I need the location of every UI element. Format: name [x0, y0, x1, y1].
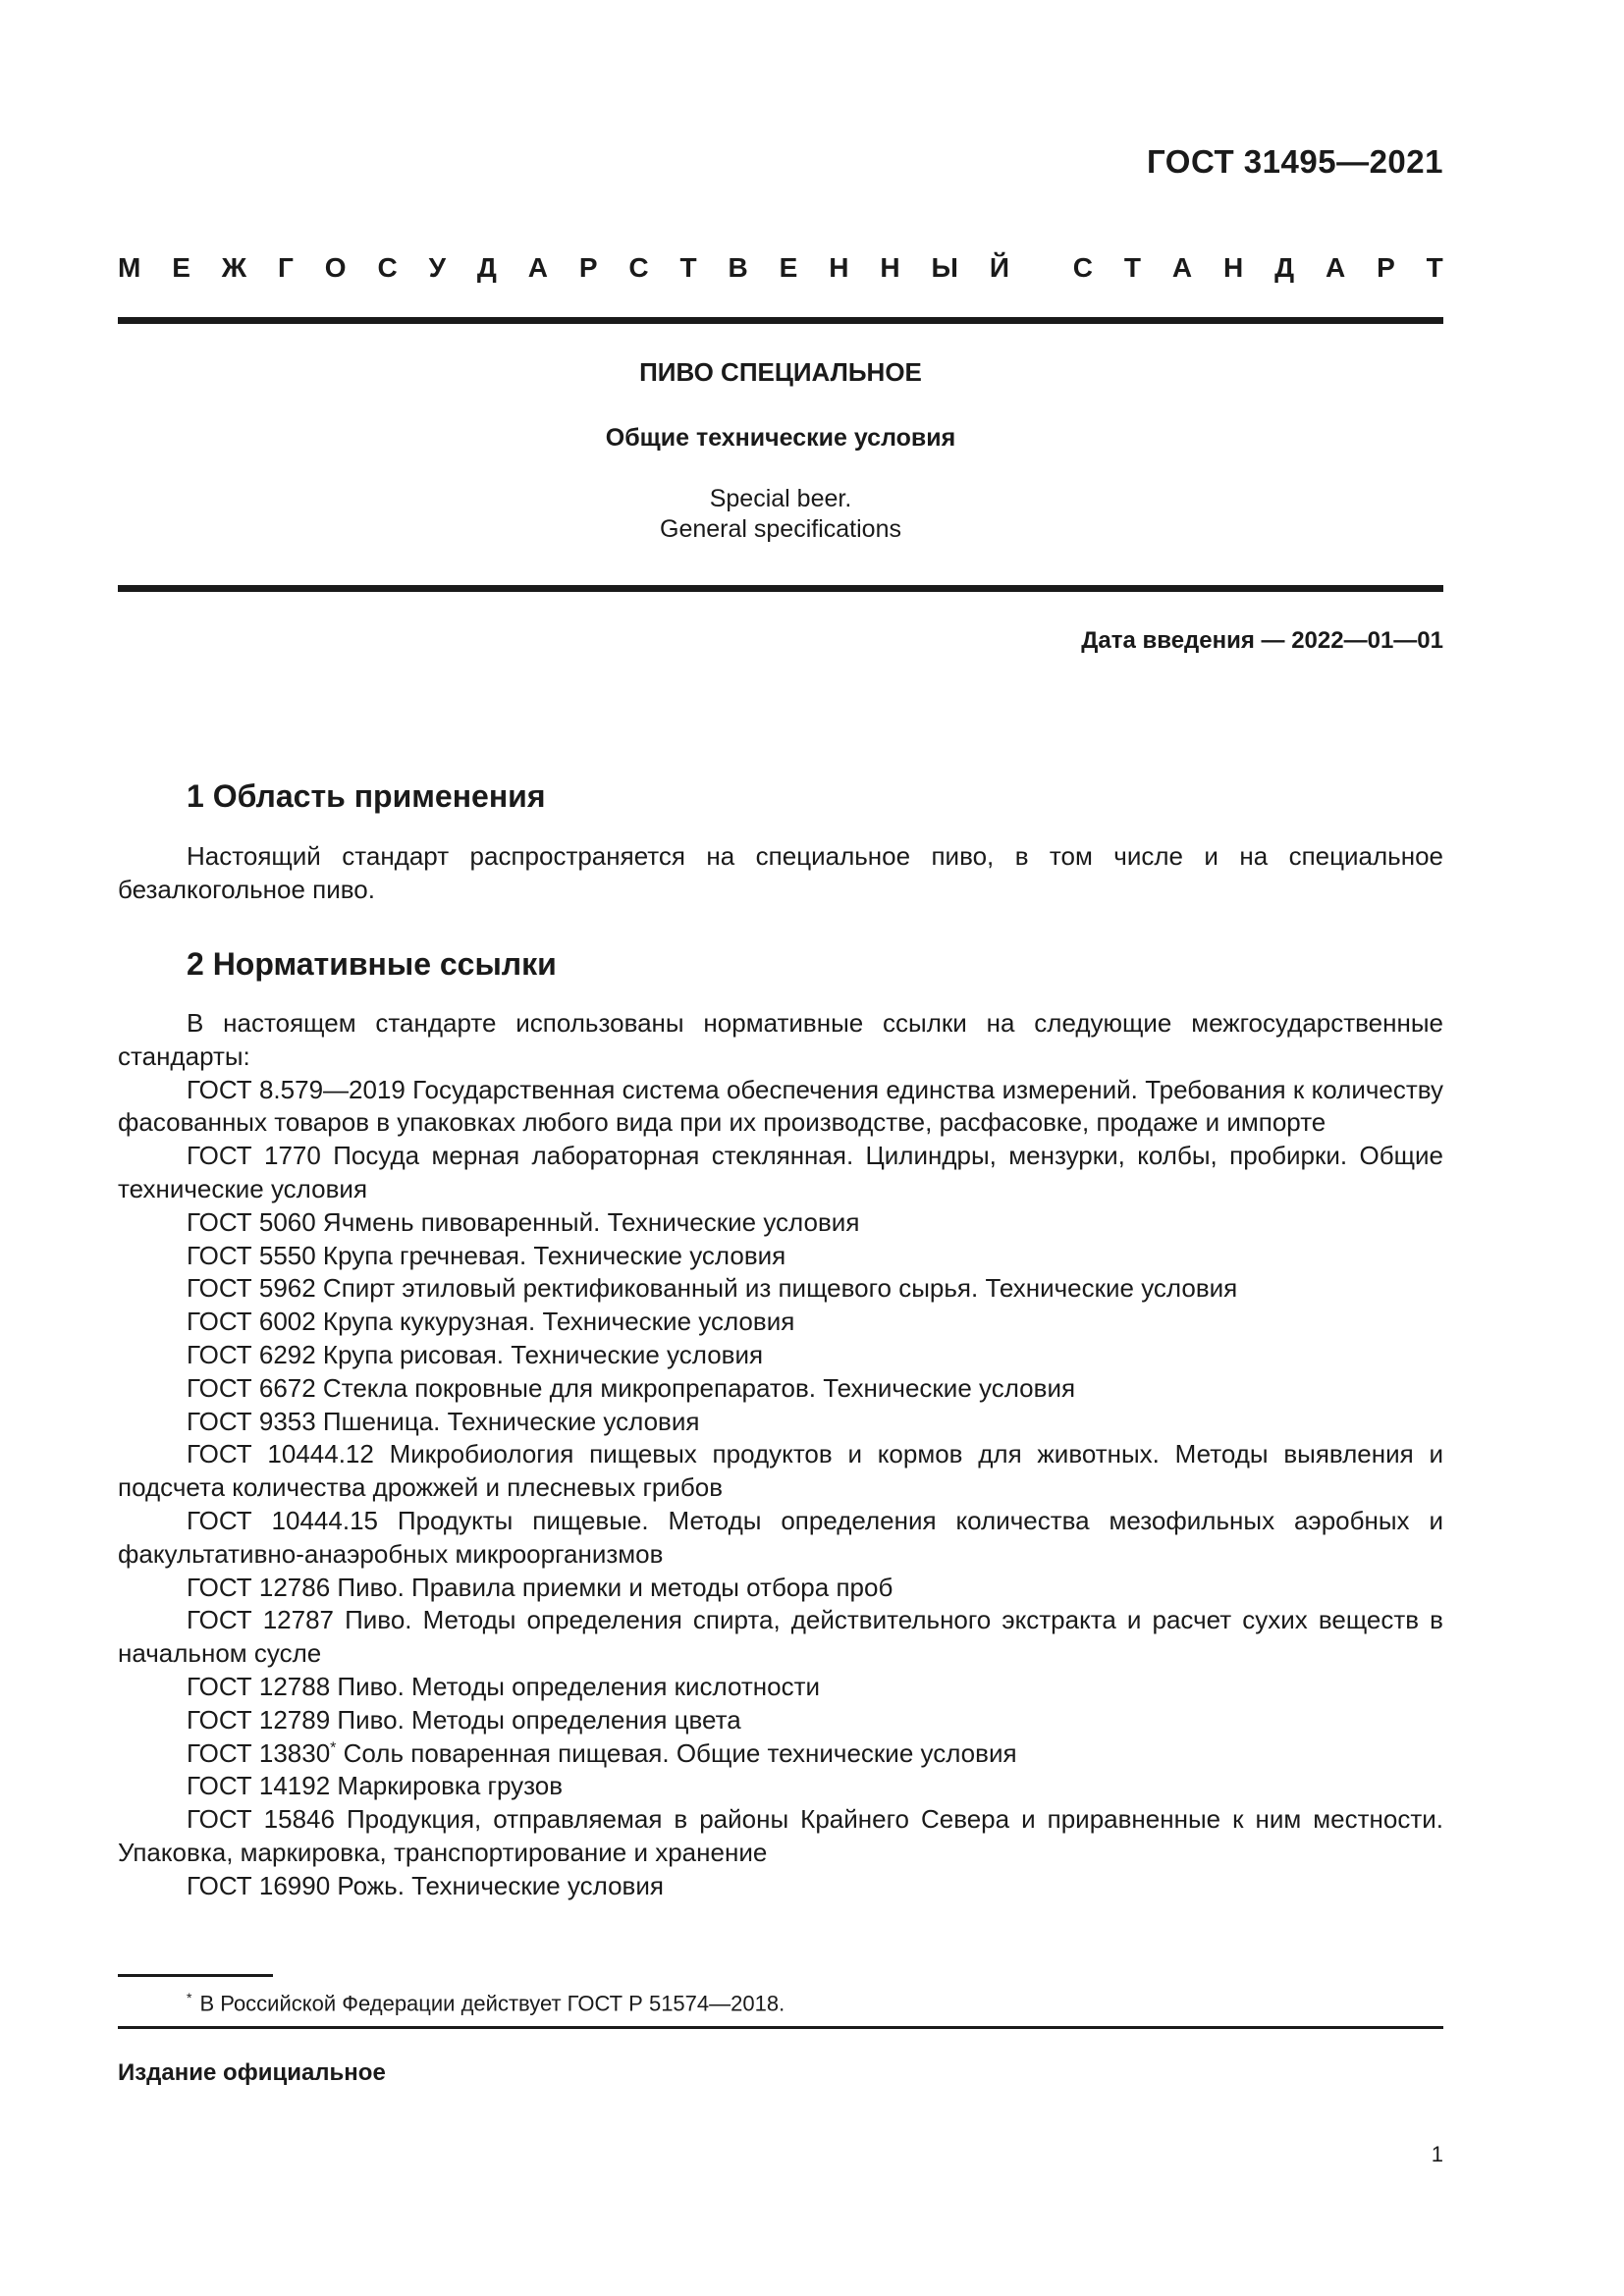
reference-item: ГОСТ 12789 Пиво. Методы определения цвета [187, 1704, 741, 1735]
footnote-reference-mark: * [330, 1738, 337, 1756]
section1-body [118, 840, 1443, 907]
section2-heading: 2 Нормативные ссылки [187, 946, 557, 982]
footer-rule [118, 2026, 1443, 2029]
reference-item: ГОСТ 5060 Ячмень пивоваренный. Технические условия [187, 1206, 860, 1237]
document-code: ГОСТ 31495—2021 [1147, 143, 1443, 180]
banner-letter: У [428, 252, 446, 283]
footnote [187, 1990, 785, 2016]
banner-letter: В [728, 252, 748, 283]
subtitle-ru: Общие технические условия [605, 424, 956, 452]
banner-word-gap [1041, 252, 1042, 284]
banner-letter: А [1171, 252, 1193, 283]
banner-letter: С [628, 252, 649, 283]
reference-item: ГОСТ 5550 Крупа гречневая. Технические условия [187, 1240, 786, 1270]
banner-letter: А [527, 252, 548, 283]
section2-body [118, 1007, 1443, 1903]
banner-letter: Г [278, 252, 294, 283]
reference-title: Соль поваренная пищевая. Общие технические условия [336, 1737, 1017, 1768]
banner-letter: С [1072, 252, 1093, 283]
title-rule [118, 585, 1443, 592]
banner-letter: Е [172, 252, 190, 283]
page-number: 1 [1431, 2142, 1443, 2166]
banner-letter: А [1325, 252, 1346, 283]
title-ru: ПИВО СПЕЦИАЛЬНОЕ [639, 357, 922, 387]
reference-item: ГОСТ 10444.12 Микробиология пищевых продуктов и кормов для животных. Методы выявления и подсчета количества дрожжей и плесневых грибов [118, 1439, 1443, 1503]
reference-item: ГОСТ 16990 Рожь. Технические условия [187, 1870, 664, 1900]
reference-code: ГОСТ 13830 [187, 1737, 331, 1768]
section1-heading: 1 Область применения [187, 778, 546, 814]
footnote-text: В Российской Федерации действует ГОСТ Р 51574—2018. [199, 1991, 785, 2016]
reference-item: ГОСТ 1770 Посуда мерная лабораторная стеклянная. Цилиндры, мензурки, колбы, пробирки. Общие технические условия [118, 1141, 1443, 1203]
reference-item: ГОСТ 12787 Пиво. Методы определения спирта, действительного экстракта и расчет сухих веществ в начальном сусле [118, 1605, 1443, 1669]
banner-letter: Е [779, 252, 798, 283]
standard-banner [118, 252, 1443, 284]
banner-letter: Н [829, 252, 849, 283]
banner-letter: Д [1274, 252, 1295, 283]
banner-letter: Т [1123, 252, 1141, 283]
reference-item: ГОСТ 6672 Стекла покровные для микропрепаратов. Технические условия [187, 1372, 1076, 1403]
banner-letter: Й [989, 252, 1009, 283]
title-en [118, 484, 1443, 545]
banner-letter: М [118, 252, 141, 283]
banner-letter: Р [578, 252, 598, 283]
reference-item [118, 1737, 1443, 1771]
banner-letter: С [377, 252, 398, 283]
banner-letter: Н [1222, 252, 1244, 283]
banner-letter: Р [1377, 252, 1395, 283]
section1-text: Настоящий стандарт распространяется на специальное пиво, в том числе и на специальное безалкогольное пиво. [118, 841, 1443, 904]
reference-item: ГОСТ 8.579—2019 Государственная система обеспечения единства измерений. Требования к количеству фасованных товаров в упаковках любого вида при их производстве, расфасовке, продаже и импорте [118, 1074, 1443, 1138]
section2-intro: В настоящем стандарте использованы нормативные ссылки на следующие межгосударственные стандарты: [118, 1008, 1443, 1071]
banner-letter: О [324, 252, 347, 283]
banner-letter: Ы [931, 252, 958, 283]
reference-item: ГОСТ 9353 Пшеница. Технические условия [187, 1406, 700, 1436]
banner-letter: Т [1426, 252, 1443, 283]
reference-item: ГОСТ 12786 Пиво. Правила приемки и методы отбора проб [187, 1572, 893, 1602]
reference-item: ГОСТ 5962 Спирт этиловый ректификованный из пищевого сырья. Технические условия [187, 1273, 1238, 1304]
banner-letter: Ж [221, 252, 247, 283]
banner-letter: Н [880, 252, 900, 283]
reference-item: ГОСТ 10444.15 Продукты пищевые. Методы определения количества мезофильных аэробных и факультативно-анаэробных микроорганизмов [118, 1505, 1443, 1569]
reference-item: ГОСТ 6002 Крупа кукурузная. Технические условия [187, 1307, 795, 1337]
reference-item: ГОСТ 14192 Маркировка грузов [187, 1771, 564, 1801]
banner-letter: Т [679, 252, 697, 283]
banner-letter: Д [476, 252, 497, 283]
title-en-line1: Special beer. [709, 485, 852, 512]
reference-item: ГОСТ 12788 Пиво. Методы определения кислотности [187, 1671, 821, 1701]
reference-item: ГОСТ 6292 Крупа рисовая. Технические условия [187, 1339, 764, 1369]
header-rule [118, 317, 1443, 324]
footnote-rule [118, 1974, 273, 1977]
intro-date: Дата введения — 2022—01—01 [1081, 627, 1443, 654]
footnote-mark: * [187, 1990, 192, 2005]
edition-label: Издание официальное [118, 2059, 386, 2086]
reference-item: ГОСТ 15846 Продукция, отправляемая в районы Крайнего Севера и приравненные к ним местности. Упаковка, маркировка, транспортирование и хранение [118, 1804, 1443, 1867]
title-en-line2: General specifications [660, 515, 901, 543]
